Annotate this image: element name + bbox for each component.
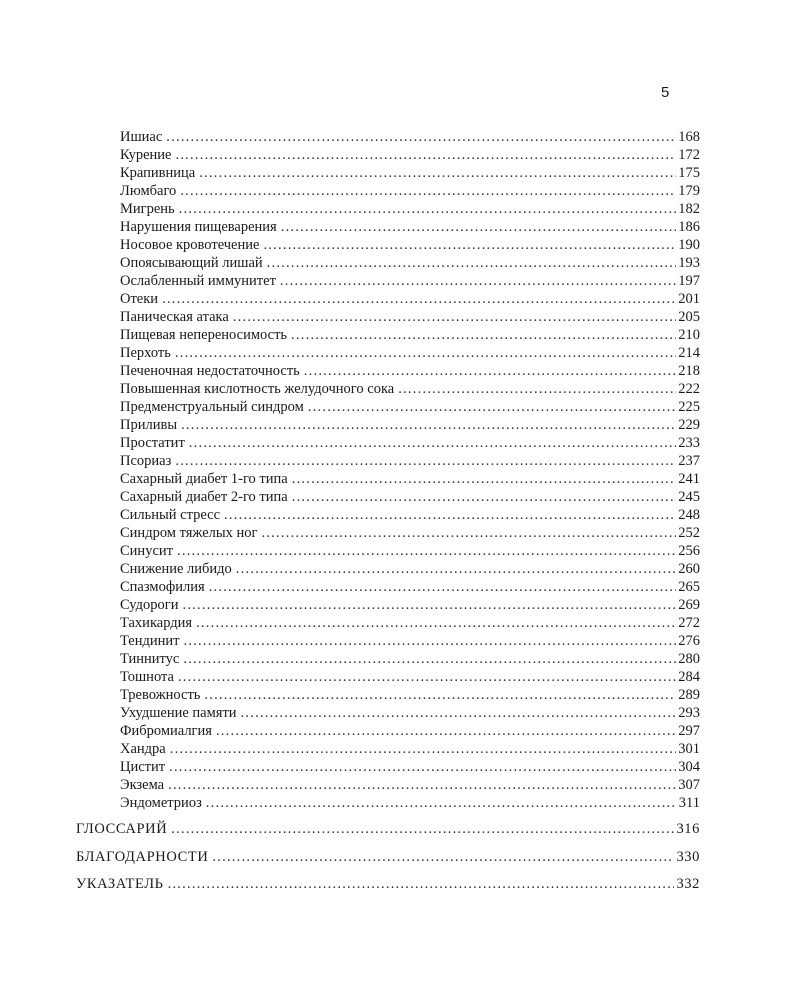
toc-entry-title: БЛАГОДАРНОСТИ — [76, 848, 209, 865]
toc-entry-title: Опоясывающий лишай — [120, 255, 263, 271]
toc-entry[interactable] — [120, 272, 700, 290]
toc-entry-title: Синусит — [120, 543, 173, 559]
toc-entry[interactable] — [120, 632, 700, 650]
dot-leader — [263, 236, 676, 254]
toc-entry[interactable] — [120, 524, 700, 542]
toc-section-entry[interactable] — [76, 848, 700, 866]
toc-entry-page-number: 241 — [678, 471, 700, 487]
toc-entry-title: Псориаз — [120, 453, 172, 469]
dot-leader — [267, 254, 677, 272]
toc-entry[interactable] — [120, 614, 700, 632]
dot-leader — [166, 128, 676, 146]
toc-entry-page-number: 168 — [678, 129, 700, 145]
toc-entry-page-number: 175 — [678, 165, 700, 181]
page-number: 5 — [661, 84, 670, 101]
toc-entry-page-number: 293 — [678, 705, 700, 721]
toc-entry[interactable] — [120, 128, 700, 146]
toc-entry-page-number: 190 — [678, 237, 700, 253]
toc-entry-title: Паническая атака — [120, 309, 229, 325]
toc-entry-title: Хандра — [120, 741, 166, 757]
dot-leader — [236, 560, 676, 578]
toc-entry-title: Спазмофилия — [120, 579, 205, 595]
toc-entry-page-number: 222 — [678, 381, 700, 397]
toc-entry-title: Приливы — [120, 417, 178, 433]
toc-entry-page-number: 193 — [678, 255, 700, 271]
toc-entry-page-number: 214 — [678, 345, 700, 361]
toc-entry-page-number: 304 — [678, 759, 700, 775]
toc-entry[interactable] — [120, 416, 700, 434]
dot-leader — [175, 452, 676, 470]
toc-entry[interactable] — [120, 542, 700, 560]
dot-leader — [206, 794, 677, 812]
dot-leader — [209, 578, 677, 596]
toc-entry-page-number: 237 — [678, 453, 700, 469]
toc-entry[interactable] — [120, 704, 700, 722]
dot-leader — [308, 398, 676, 416]
toc-entry-page-number: 172 — [678, 147, 700, 163]
toc-entry-title: Экзема — [120, 777, 165, 793]
dot-leader — [199, 164, 676, 182]
toc-entry-page-number: 179 — [678, 183, 700, 199]
toc-entry-title: Тендинит — [120, 633, 180, 649]
toc-entry-title: Ослабленный иммунитет — [120, 273, 276, 289]
toc-entry-title: Эндометриоз — [120, 795, 202, 811]
toc-entry-page-number: 276 — [678, 633, 700, 649]
toc-section-entry[interactable] — [76, 875, 700, 893]
dot-leader — [170, 740, 677, 758]
dot-leader — [162, 290, 676, 308]
toc-entry-title: Фибромиалгия — [120, 723, 212, 739]
toc-entry-page-number: 197 — [678, 273, 700, 289]
toc-entry-title: Люмбаго — [120, 183, 177, 199]
toc-entry[interactable] — [120, 362, 700, 380]
toc-entry[interactable] — [120, 578, 700, 596]
toc-entry[interactable] — [120, 344, 700, 362]
toc-entry-page-number: 245 — [678, 489, 700, 505]
toc-entry[interactable] — [120, 290, 700, 308]
dot-leader — [189, 434, 676, 452]
dot-leader — [181, 416, 676, 434]
toc-entry-page-number: 182 — [678, 201, 700, 217]
toc-entry-title: ГЛОССАРИЙ — [76, 821, 168, 837]
toc-entry[interactable] — [120, 434, 700, 452]
dot-leader — [216, 722, 676, 740]
toc-entry-title: Пищевая непереносимость — [120, 327, 288, 343]
toc-entry-title: Ишиас — [120, 129, 163, 145]
dot-leader — [204, 686, 676, 704]
toc-entry-title: Перхоть — [120, 345, 171, 361]
toc-entry-title: Тошнота — [120, 669, 174, 685]
dot-leader — [184, 632, 677, 650]
toc-entry[interactable] — [120, 218, 700, 236]
dot-leader — [177, 542, 676, 560]
toc-entry[interactable] — [120, 668, 700, 686]
toc-entry-title: Тревожность — [120, 687, 201, 703]
toc-entry-title: Тахикардия — [120, 615, 193, 631]
toc-entry-title: Тиннитус — [120, 651, 180, 667]
toc-entry-title: Судороги — [120, 597, 179, 613]
dot-leader — [168, 776, 676, 794]
toc-entry-page-number: 330 — [676, 848, 700, 865]
dot-leader — [196, 614, 676, 632]
toc-entry[interactable] — [120, 794, 700, 812]
toc-entry-page-number: 284 — [678, 669, 700, 685]
toc-entry[interactable] — [120, 182, 700, 200]
toc-entry-page-number: 218 — [678, 363, 700, 379]
dot-leader — [171, 820, 674, 838]
toc-entry-page-number: 269 — [678, 597, 700, 613]
toc-entry-page-number: 289 — [678, 687, 700, 703]
toc-entry-page-number: 248 — [678, 507, 700, 523]
toc-entry[interactable] — [120, 308, 700, 326]
dot-leader — [182, 596, 676, 614]
toc-entry-title: УКАЗАТЕЛЬ — [76, 876, 164, 892]
toc-entry-page-number: 186 — [678, 219, 700, 235]
dot-leader — [224, 506, 676, 524]
toc-entry-page-number: 307 — [678, 777, 700, 793]
toc-entry[interactable] — [120, 686, 700, 704]
toc-entry-page-number: 201 — [678, 291, 700, 307]
toc-entry-title: Сильный стресс — [120, 507, 221, 523]
toc-entry-page-number: 205 — [678, 309, 700, 325]
toc-entry-title: Синдром тяжелых ног — [120, 525, 258, 541]
toc-entry[interactable] — [120, 380, 700, 398]
toc-entry[interactable] — [120, 164, 700, 182]
toc-entry-title: Крапивница — [120, 165, 196, 181]
dot-leader — [281, 218, 677, 236]
toc-entry-page-number: 265 — [678, 579, 700, 595]
toc-entry[interactable] — [120, 776, 700, 794]
dot-leader — [398, 380, 676, 398]
toc-entry[interactable] — [120, 758, 700, 776]
toc-entry-title: Предменструальный синдром — [120, 399, 304, 415]
toc-entry[interactable] — [120, 488, 700, 506]
toc-entry-page-number: 311 — [678, 795, 700, 811]
dot-leader — [183, 650, 676, 668]
toc-entry[interactable] — [120, 146, 700, 164]
dot-leader — [169, 758, 676, 776]
dot-leader — [292, 470, 677, 488]
toc-entry-title: Снижение либидо — [120, 561, 232, 577]
dot-leader — [241, 704, 677, 722]
toc-entry[interactable] — [120, 722, 700, 740]
toc-entry[interactable] — [120, 650, 700, 668]
toc-entry[interactable] — [120, 506, 700, 524]
toc-entry-page-number: 252 — [678, 525, 700, 541]
toc-entry-title: Сахарный диабет 1-го типа — [120, 471, 288, 487]
dot-leader — [180, 182, 676, 200]
dot-leader — [212, 848, 674, 866]
toc-entry[interactable] — [120, 254, 700, 272]
toc-entry-title: Печеночная недостаточность — [120, 363, 300, 379]
dot-leader — [233, 308, 676, 326]
toc-entry[interactable] — [120, 452, 700, 470]
dot-leader — [179, 200, 677, 218]
toc-entry-title: Отеки — [120, 291, 159, 307]
toc-entry-page-number: 272 — [678, 615, 700, 631]
toc-entry-title: Носовое кровотечение — [120, 237, 260, 253]
toc-entry-title: Нарушения пищеварения — [120, 219, 277, 235]
toc-entry-title: Курение — [120, 147, 172, 163]
toc-section-entry[interactable] — [76, 820, 700, 838]
toc-entry[interactable] — [120, 326, 700, 344]
toc-entry[interactable] — [120, 200, 700, 218]
toc-entry-page-number: 229 — [678, 417, 700, 433]
dot-leader — [175, 344, 676, 362]
toc-entry-title: Сахарный диабет 2-го типа — [120, 489, 288, 505]
toc-entry-title: Повышенная кислотность желудочного сока — [120, 381, 395, 397]
toc-entry-title: Простатит — [120, 435, 185, 451]
toc-entry-page-number: 233 — [678, 435, 700, 451]
toc-entry[interactable] — [120, 236, 700, 254]
dot-leader — [304, 362, 676, 380]
toc-entry-page-number: 210 — [678, 327, 700, 343]
dot-leader — [292, 488, 677, 506]
toc-entry-page-number: 332 — [676, 876, 700, 892]
toc-entry-title: Мигрень — [120, 201, 175, 217]
toc-entry-title: Ухудшение памяти — [120, 705, 237, 721]
toc-entry-page-number: 280 — [678, 651, 700, 667]
toc-entry-page-number: 301 — [678, 741, 700, 757]
toc-entry-page-number: 225 — [678, 399, 700, 415]
toc-entry-title: Цистит — [120, 759, 166, 775]
toc-entry-page-number: 260 — [678, 561, 700, 577]
dot-leader — [291, 326, 676, 344]
dot-leader — [168, 875, 675, 893]
dot-leader — [261, 524, 676, 542]
dot-leader — [280, 272, 676, 290]
toc-entry[interactable] — [120, 596, 700, 614]
toc-entry[interactable] — [120, 398, 700, 416]
toc-entry[interactable] — [120, 560, 700, 578]
toc-entry-page-number: 316 — [676, 821, 700, 837]
dot-leader — [178, 668, 676, 686]
toc-entry-page-number: 256 — [678, 543, 700, 559]
toc-entry[interactable] — [120, 740, 700, 758]
toc-entry-page-number: 297 — [678, 723, 700, 739]
toc-entry[interactable] — [120, 470, 700, 488]
dot-leader — [175, 146, 676, 164]
